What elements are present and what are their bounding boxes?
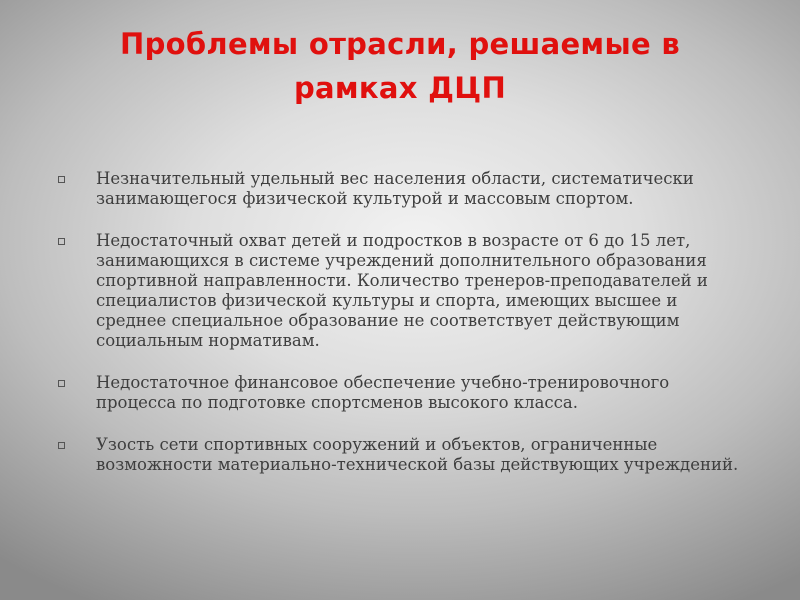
hollow-square-icon (58, 442, 65, 449)
bullet-item-3 (58, 373, 748, 413)
hollow-square-icon (58, 380, 65, 387)
bullet-item-1 (58, 169, 748, 209)
bullet-text-2: Недостаточный охват детей и подростков в возрасте от 6 до 15 лет, занимающихся в системе учреждений дополнительного образования спортивной направленности. Количество тренеров-преподавателей и специалистов физической культуры и спорта, имеющих высшее и среднее специальное образование не соответствует действующим социальным нормативам. (96, 231, 708, 350)
slide-title (40, 22, 760, 110)
bullet-text-4: Узость сети спортивных сооружений и объектов, ограниченные возможности материально-технической базы действующих учреждений. (96, 435, 739, 474)
bullet-list (58, 169, 748, 497)
slide-title-line-1: Проблемы отрасли, решаемые в (120, 27, 680, 61)
bullet-item-2 (58, 231, 748, 351)
hollow-square-icon (58, 176, 65, 183)
bullet-item-4 (58, 435, 748, 475)
slide-title-line-2: рамках ДЦП (293, 71, 507, 105)
bullet-text-1: Незначительный удельный вес населения области, систематически занимающегося физической культурой и массовым спортом. (96, 169, 694, 208)
hollow-square-icon (58, 238, 65, 245)
bullet-text-3: Недостаточное финансовое обеспечение учебно-тренировочного процесса по подготовке спортсменов высокого класса. (96, 373, 670, 412)
